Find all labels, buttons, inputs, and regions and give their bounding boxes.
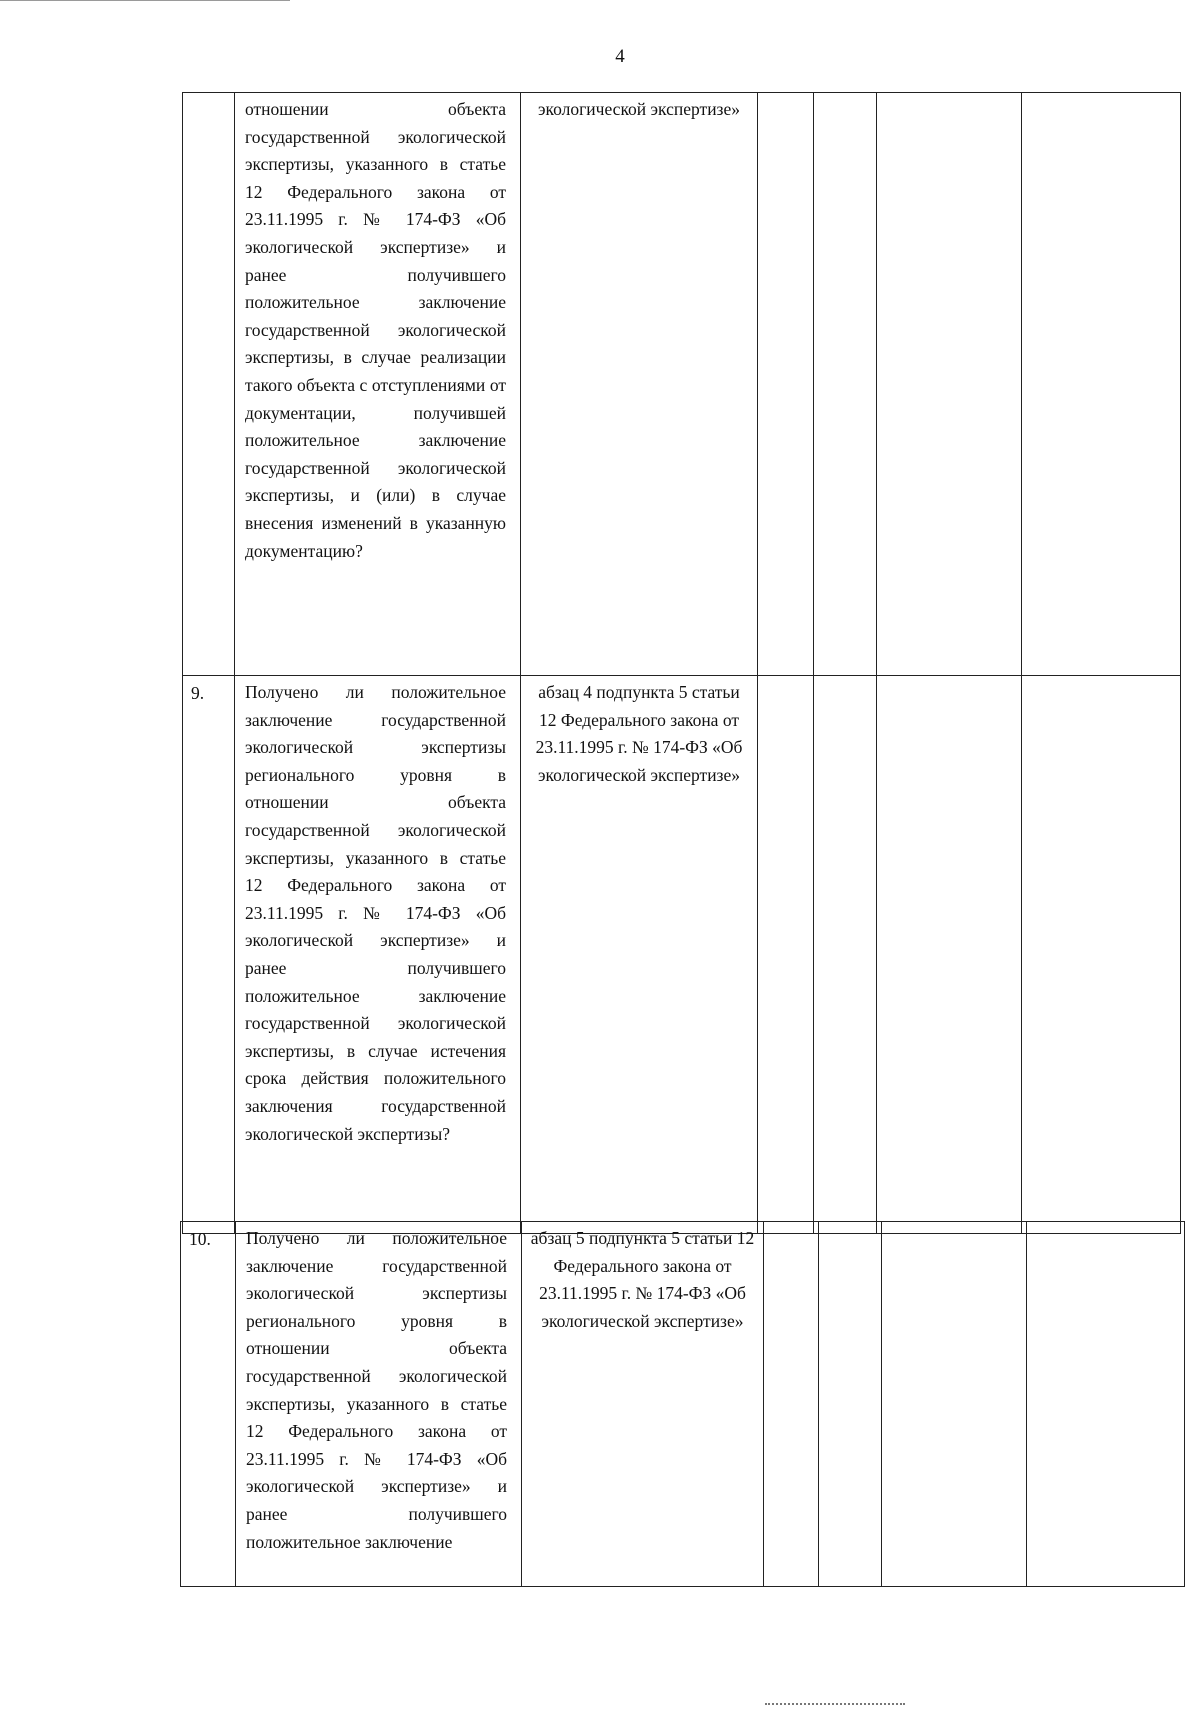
checklist-table-continued <box>180 1221 1185 1587</box>
row-number: 10. <box>181 1222 236 1587</box>
answer-no-cell <box>814 93 877 676</box>
requirement-question: отношении объекта государственной экологической экспертизы, указанного в статье 12 Федерального закона от 23.11.1995 г. № 174-ФЗ «Об экологической экспертизе» и ранее получившего положительное заключение государственной экологической экспертизы, в случае реализации такого объекта с отступлениями от документации, получившей положительное заключение государственной экологической экспертизы, и (или) в случае внесения изменений в указанную документацию? <box>235 93 521 676</box>
scan-artifact <box>765 1703 905 1705</box>
table-row <box>183 93 1181 676</box>
answer-yes-cell <box>764 1222 819 1587</box>
requirement-question: Получено ли положительное заключение государственной экологической экспертизы регионального уровня в отношении объекта государственной экологической экспертизы, указанного в статье 12 Федерального закона от 23.11.1995 г. № 174-ФЗ «Об экологической экспертизе» и ранее получившего положительное заключение государственной экологической экспертизы, в случае истечения срока действия положительного заключения государственной экологической экспертизы? <box>235 676 521 1234</box>
table-row <box>181 1222 1185 1587</box>
note-cell <box>1022 93 1181 676</box>
answer-not-applicable-cell <box>882 1222 1027 1587</box>
legal-basis: абзац 5 подпункта 5 статьи 12 Федерального закона от 23.11.1995 г. № 174-ФЗ «Об экологической экспертизе» <box>522 1222 764 1587</box>
scan-edge-line <box>0 0 290 1</box>
row-number: 9. <box>183 676 235 1234</box>
requirement-question: Получено ли положительное заключение государственной экологической экспертизы регионального уровня в отношении объекта государственной экологической экспертизы, указанного в статье 12 Федерального закона от 23.11.1995 г. № 174-ФЗ «Об экологической экспертизе» и ранее получившего положительное заключение <box>236 1222 522 1587</box>
checklist-table <box>182 92 1181 1234</box>
legal-basis: абзац 4 подпункта 5 статьи 12 Федерального закона от 23.11.1995 г. № 174-ФЗ «Об экологической экспертизе» <box>521 676 758 1234</box>
note-cell <box>1022 676 1181 1234</box>
note-cell <box>1027 1222 1185 1587</box>
answer-no-cell <box>819 1222 882 1587</box>
answer-no-cell <box>814 676 877 1234</box>
answer-not-applicable-cell <box>877 676 1022 1234</box>
page-number: 4 <box>615 46 625 67</box>
answer-yes-cell <box>758 676 814 1234</box>
table-row <box>183 676 1181 1234</box>
answer-not-applicable-cell <box>877 93 1022 676</box>
legal-basis: экологической экспертизе» <box>521 93 758 676</box>
answer-yes-cell <box>758 93 814 676</box>
row-number <box>183 93 235 676</box>
